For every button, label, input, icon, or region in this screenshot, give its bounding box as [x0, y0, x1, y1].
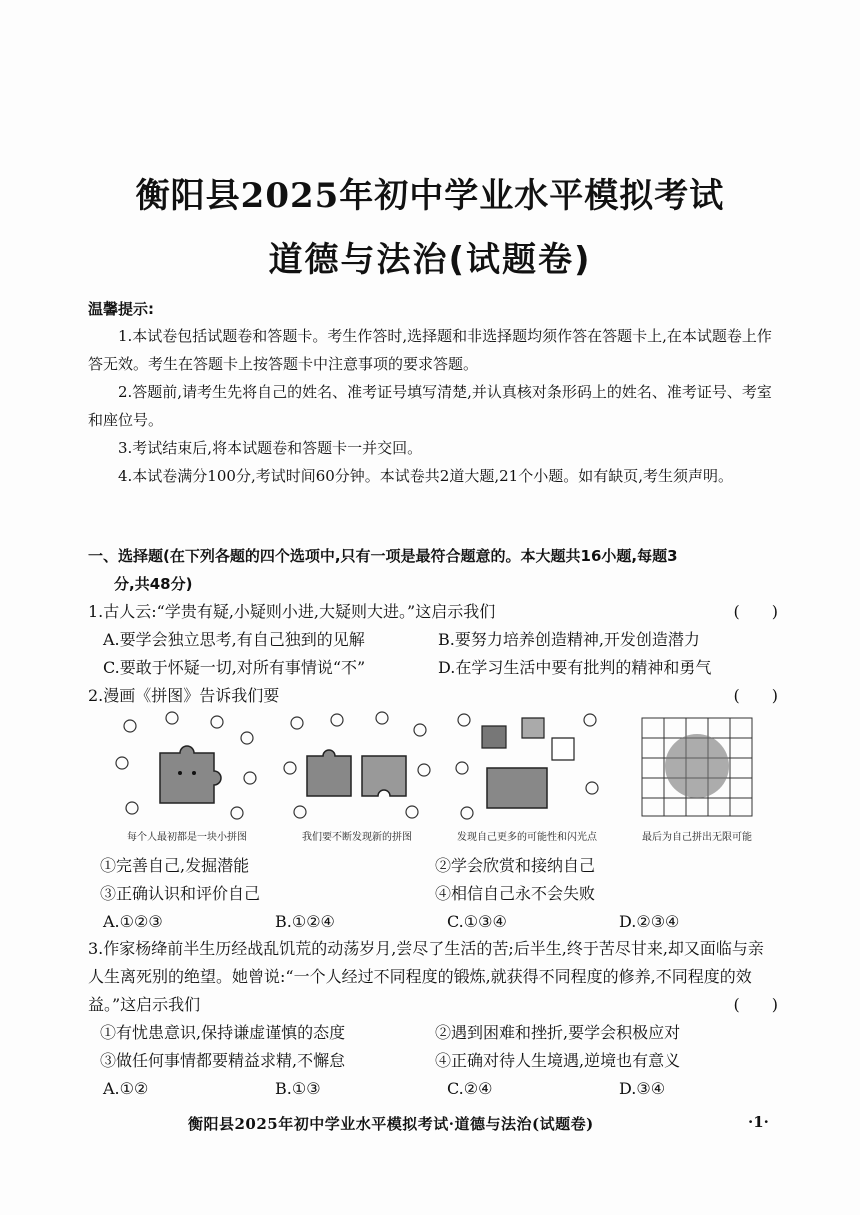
option-d: D.②③④: [619, 912, 680, 931]
tip-item: 2.答题前,请考生先将自己的姓名、准考证号填写清楚,并认真核对条形码上的姓名、准考证号、考室和座位号。: [88, 383, 772, 429]
option-d: D.在学习生活中要有批判的精神和勇气: [438, 658, 712, 677]
tip-item: 4.本试卷满分100分,考试时间60分钟。本试卷共2道大题,21个小题。如有缺页,考生须声明。: [118, 467, 733, 485]
question-1-options: [88, 626, 778, 682]
answer-paren: ( ): [733, 995, 778, 1014]
comic-caption: 发现自己更多的可能性和闪光点: [457, 832, 597, 843]
comic-caption: 最后为自己拼出无限可能: [642, 832, 752, 843]
completed-puzzle-illustration: [622, 708, 772, 826]
comic-panel-4: [622, 708, 772, 848]
question-2: [88, 682, 778, 710]
statement-4: ④正确对待人生境遇,逆境也有意义: [435, 1051, 681, 1070]
tip-item: 1.本试卷包括试题卷和答题卡。考生作答时,选择题和非选择题均须作答在答题卡上,在本试题卷上作答无效。考生在答题卡上按答题卡中注意事项的要求答题。: [88, 327, 772, 373]
puzzle-piece-illustration: [112, 708, 262, 826]
question-2-stem: 2.漫画《拼图》告诉我们要: [88, 686, 280, 705]
exam-title: 衡阳县2025年初中学业水平模拟考试: [135, 176, 725, 216]
question-3-stem: 3.作家杨绛前半生历经战乱饥荒的动荡岁月,尝尽了生活的苦;后半生,终于苦尽甘来,却又面临与亲人生离死别的绝望。她曾说:“一个人经过不同程度的锻炼,就获得不同程度的修养,不同程度的效益。”这启示我们: [88, 939, 764, 1014]
option-d: D.③④: [619, 1079, 666, 1098]
tips-list: [88, 322, 778, 490]
answer-paren: ( ): [733, 686, 778, 705]
question-3-options: [88, 1075, 778, 1103]
comic-caption: 每个人最初都是一块小拼图: [127, 832, 247, 843]
tips-title: 温馨提示:: [88, 300, 154, 318]
option-b: B.①③: [275, 1079, 321, 1098]
question-2-body: [88, 852, 778, 936]
comic-caption: 我们要不断发现新的拼图: [302, 832, 412, 843]
statement-1: ①完善自己,发掘潜能: [100, 856, 250, 875]
option-a: A.①②③: [103, 912, 163, 931]
answer-paren: ( ): [733, 602, 778, 621]
comic-panel-2: [282, 708, 432, 848]
tip-item: 3.考试结束后,将本试题卷和答题卡一并交回。: [118, 439, 423, 457]
option-c: C.①③④: [447, 912, 507, 931]
section-heading-line2: 分,共48分): [114, 575, 193, 593]
comic-panel-3: [452, 708, 602, 848]
statement-4: ④相信自己永不会失败: [435, 884, 596, 903]
statement-2: ②遇到困难和挫折,要学会积极应对: [435, 1023, 681, 1042]
statement-3: ③做任何事情都要精益求精,不懈怠: [100, 1051, 346, 1070]
option-c: C.②④: [447, 1079, 493, 1098]
comic-panel-1: [112, 708, 262, 848]
exam-subtitle: 道德与法治(试题卷): [268, 240, 592, 280]
statement-2: ②学会欣赏和接纳自己: [435, 856, 596, 875]
statement-1: ①有忧患意识,保持谦虚谨慎的态度: [100, 1023, 346, 1042]
question-2-statements: [88, 852, 778, 908]
question-2-options: [88, 908, 778, 936]
comic-strip: [112, 708, 792, 848]
question-1-stem: 1.古人云:“学贵有疑,小疑则小进,大疑则大进。”这启示我们: [88, 602, 496, 621]
many-puzzle-pieces-illustration: [452, 708, 602, 826]
option-a: A.要学会独立思考,有自己独到的见解: [103, 630, 365, 649]
two-puzzle-pieces-illustration: [282, 708, 432, 826]
option-a: A.①②: [103, 1079, 149, 1098]
question-1: [88, 598, 778, 682]
section-heading-line1: 一、选择题(在下列各题的四个选项中,只有一项是最符合题意的。本大题共16小题,每题3: [88, 547, 678, 565]
option-c: C.要敢于怀疑一切,对所有事情说“不”: [103, 658, 366, 677]
option-b: B.①②④: [275, 912, 335, 931]
question-3-statements: [88, 1019, 778, 1075]
question-3: [88, 935, 778, 1103]
section-heading: [88, 542, 778, 598]
statement-3: ③正确认识和评价自己: [100, 884, 261, 903]
page-footer: 衡阳县2025年初中学业水平模拟考试·道德与法治(试题卷): [188, 1115, 594, 1133]
page-number: ·1·: [748, 1113, 769, 1131]
option-b: B.要努力培养创造精神,开发创造潜力: [438, 630, 700, 649]
